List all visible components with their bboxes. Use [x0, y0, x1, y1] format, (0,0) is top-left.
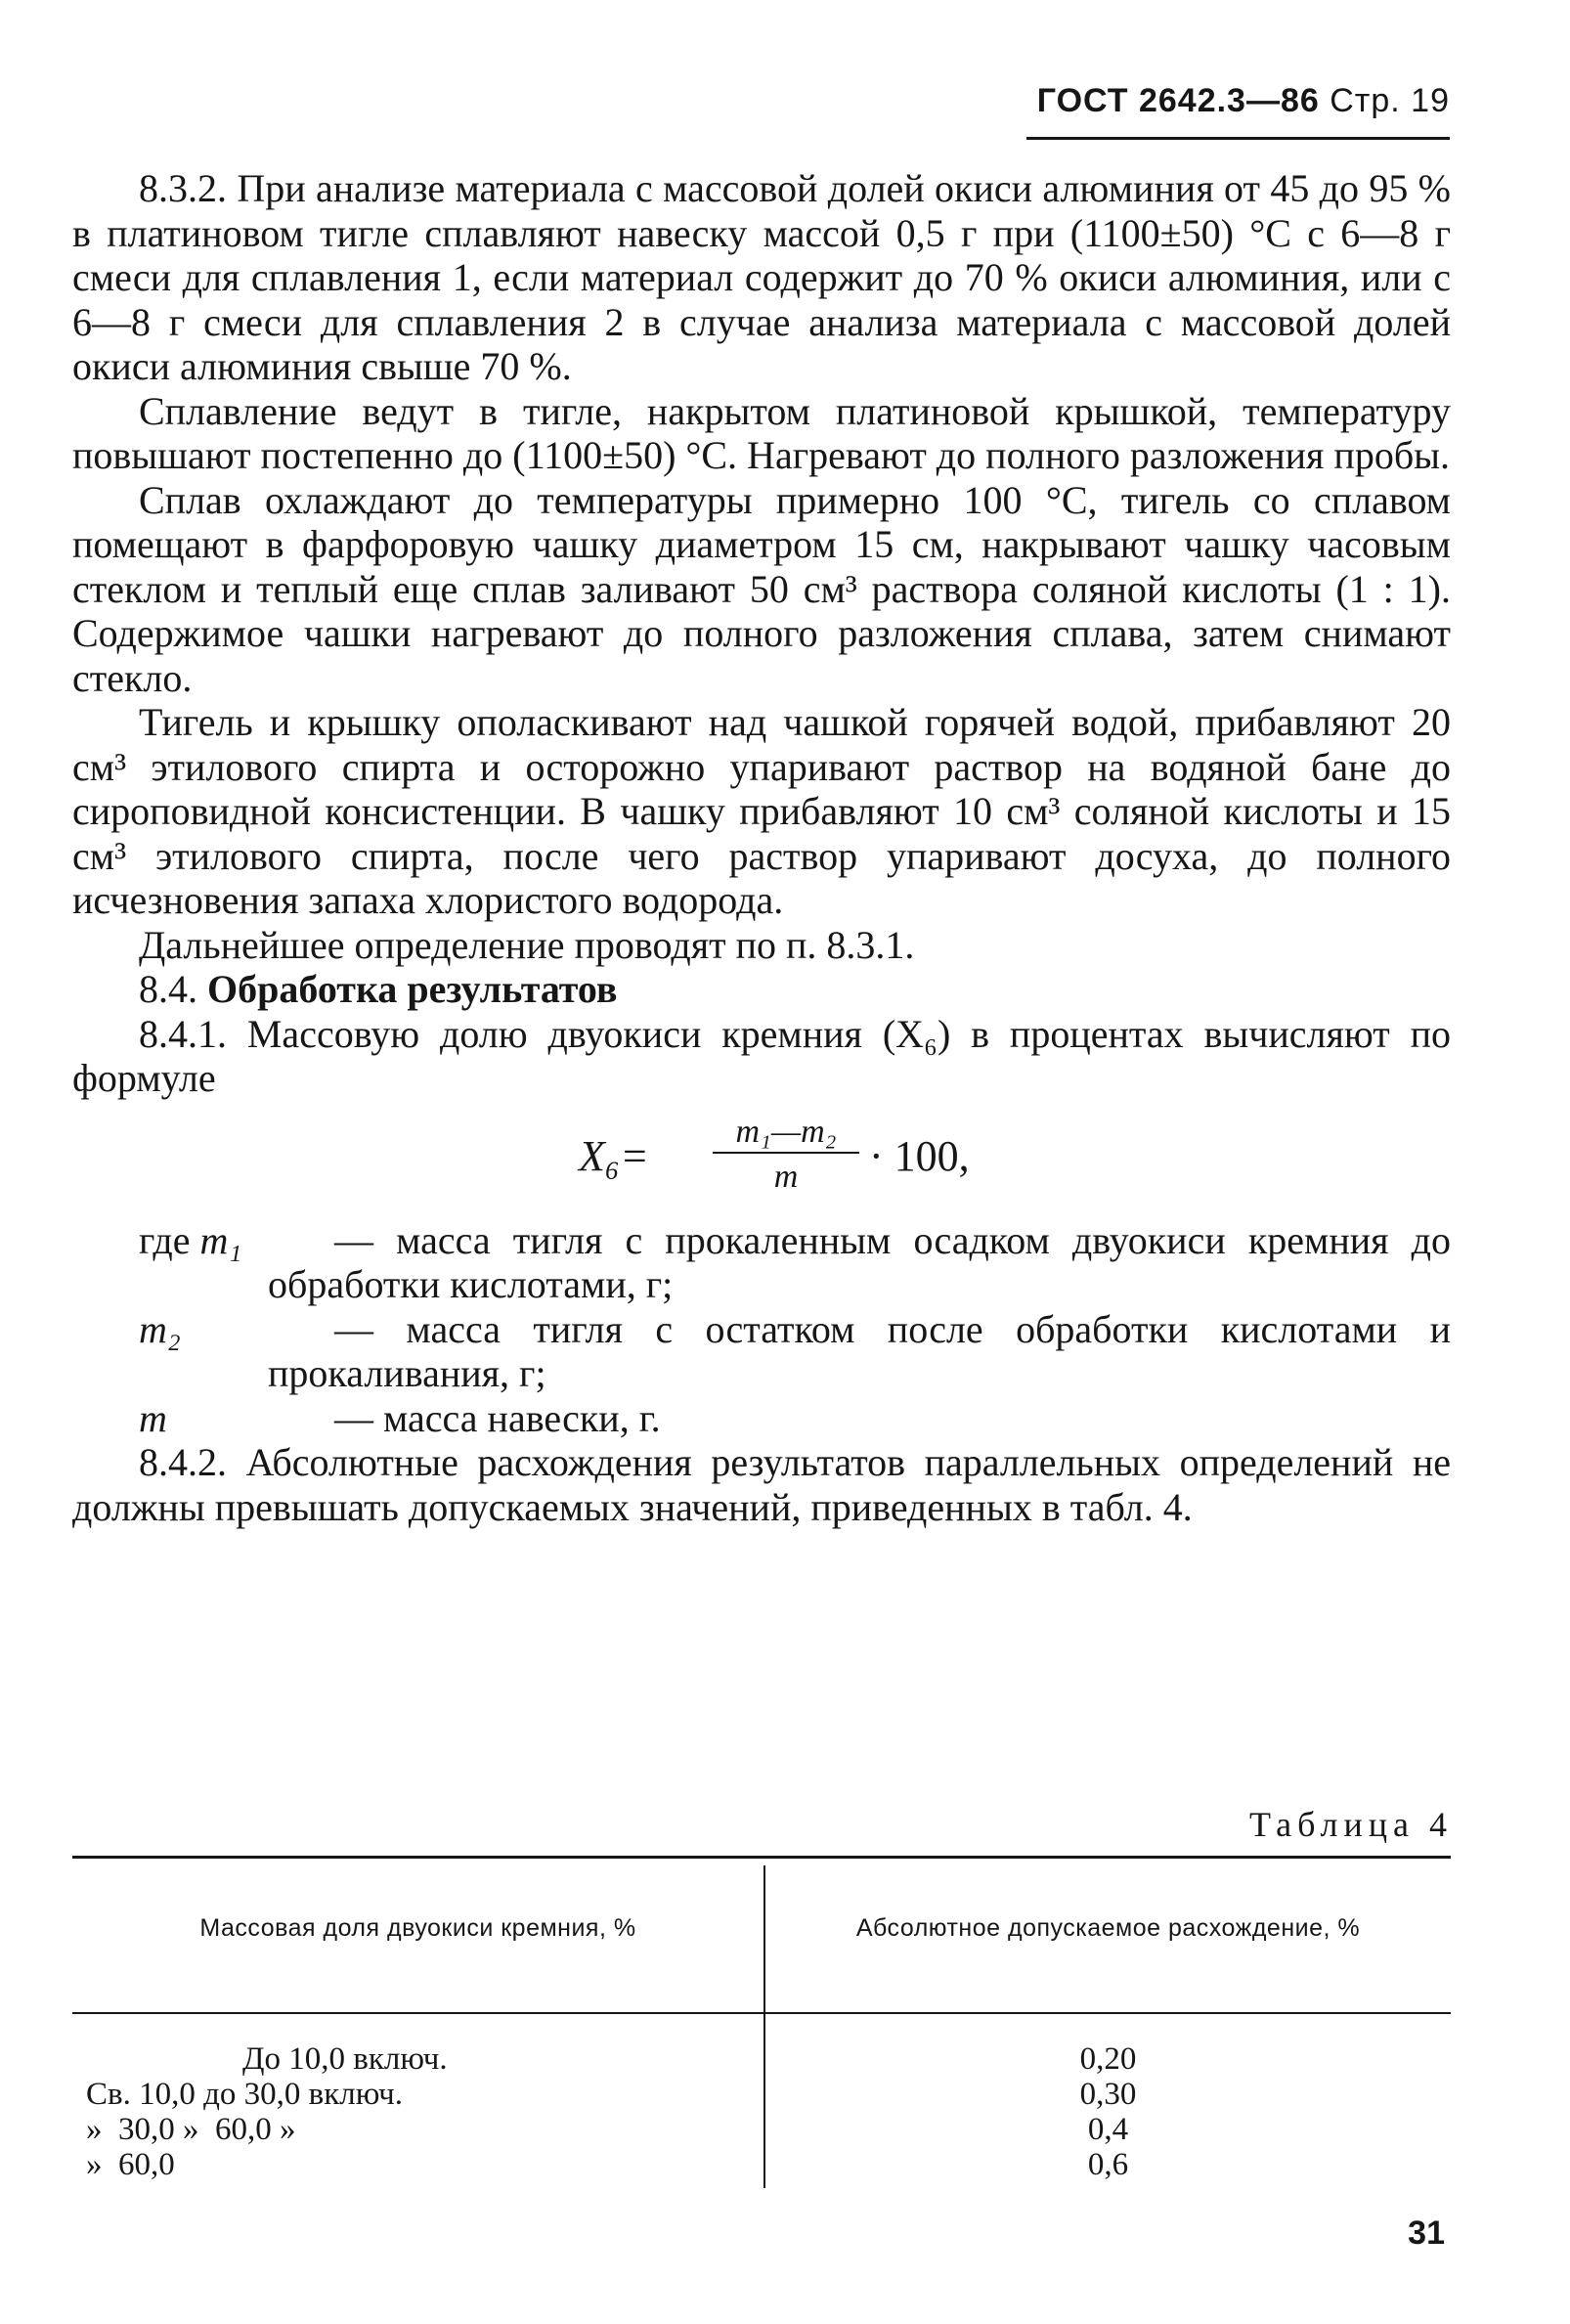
- formula-fraction: [713, 1115, 859, 1195]
- table-cell: 0,30: [1079, 2077, 1137, 2112]
- definition-m: [72, 1396, 1451, 1441]
- standard-number: ГОСТ 2642.3—86: [1036, 82, 1320, 119]
- body-text: [72, 166, 1451, 1529]
- definition-term: [72, 1396, 268, 1441]
- formula-lhs: X₆=: [579, 1131, 649, 1180]
- table-cell: » 60,0: [86, 2147, 175, 2182]
- definition-text: — масса тигля с остатком после обработки кислотами и прокаливания, г;: [268, 1306, 1451, 1395]
- definition-m1: [72, 1218, 1451, 1307]
- paragraph-8-4-1: 8.4.1. Массовую долю двуокиси кремния (X₆) в процентах вычисляют по формуле: [72, 1011, 1451, 1100]
- page-header: [1037, 82, 1450, 120]
- definition-text: — масса тигля с прокаленным осадком двуокиси кремния до обработки кислотами, г;: [268, 1217, 1451, 1306]
- table-column-discrepancy: [765, 2041, 1451, 2182]
- definitions-list: [72, 1218, 1451, 1441]
- section-heading-8-4: [72, 967, 1451, 1012]
- paragraph-8-3-2: 8.3.2. При анализе материала с массовой долей окиси алюминия от 45 до 95 % в платиновом тигле сплавляют навеску массой 0,5 г при (1100±50) °С с 6—8 г смеси для сплавления 1, если материал содержит до 70 % окиси алюминия, или с 6—8 г смеси для сплавления 2 в случае анализа материала с массовой долей окиси алюминия свыше 70 %.: [72, 166, 1451, 388]
- table-header-rule: [72, 2012, 1451, 2014]
- table-column-silica: [86, 2041, 751, 2182]
- formula-denominator: m: [773, 1158, 799, 1195]
- paragraph-8-4-2: 8.4.2. Абсолютные расхождения результатов параллельных определений не должны превышать допускаемых значений, приведенных в табл. 4.: [72, 1440, 1451, 1529]
- definition-symbol: m: [139, 1395, 167, 1440]
- table-cell: Св. 10,0 до 30,0 включ.: [86, 2077, 403, 2112]
- table-header-silica: Массовая доля двуокиси кремния, %: [199, 1914, 636, 1942]
- paragraph-fusion-2: Сплав охлаждают до температуры примерно 100 °С, тигель со сплавом помещают в фарфоровую чашку диаметром 15 см, накрывают чашку часовым стеклом и теплый еще сплав заливают 50 см³ раствора соляной кислоты (1 : 1). Содержимое чашки нагревают до полного разложения сплава, затем снимают стекло.: [72, 477, 1451, 700]
- section-number: 8.4.: [139, 967, 197, 1011]
- table-top-rule: [72, 1856, 1451, 1859]
- definition-term: [72, 1307, 268, 1352]
- page-number: 31: [1408, 2214, 1445, 2252]
- table-cell: » 30,0 » 60,0 »: [86, 2112, 296, 2147]
- definition-symbol: m₁: [199, 1217, 242, 1262]
- table-cell: 0,4: [1087, 2112, 1129, 2147]
- table-cell: До 10,0 включ.: [242, 2041, 448, 2077]
- paragraph-crucible: Тигель и крышку ополаскивают над чашкой горячей водой, прибавляют 20 см³ этилового спирта и осторожно упаривают раствор на водяной бане до сироповидной консистенции. В чашку прибавляют 10 см³ соляной кислоты и 15 см³ этилового спирта, после чего раствор упаривают досуха, до полного исчезновения запаха хлористого водорода.: [72, 700, 1451, 922]
- definition-prefix: где: [139, 1217, 200, 1262]
- fraction-bar: [713, 1152, 859, 1154]
- header-rule: [1026, 137, 1450, 140]
- paragraph-fusion-1: Сплавление ведут в тигле, накрытом платиновой крышкой, температуру повышают постепенно до (1100±50) °С. Нагревают до полного разложения пробы.: [72, 388, 1451, 477]
- formula-numerator: m₁—m₂: [735, 1113, 837, 1150]
- section-title: Обработка результатов: [207, 967, 618, 1011]
- definition-term: [72, 1218, 268, 1263]
- definition-m2: [72, 1307, 1451, 1396]
- formula: [72, 1101, 1451, 1218]
- table-caption: Таблица 4: [1249, 1805, 1453, 1844]
- page-label: Стр. 19: [1330, 82, 1450, 119]
- table-header-discrepancy: Абсолютное допускаемое расхождение, %: [855, 1914, 1361, 1942]
- table-cell: 0,20: [1079, 2041, 1137, 2077]
- table-cell: 0,6: [1087, 2147, 1129, 2182]
- formula-rhs: · 100,: [869, 1131, 970, 1180]
- definition-text: — масса навески, г.: [334, 1395, 661, 1440]
- definition-symbol: m₂: [139, 1306, 181, 1351]
- paragraph-further: Дальнейшее определение проводят по п. 8.3.1.: [139, 922, 915, 967]
